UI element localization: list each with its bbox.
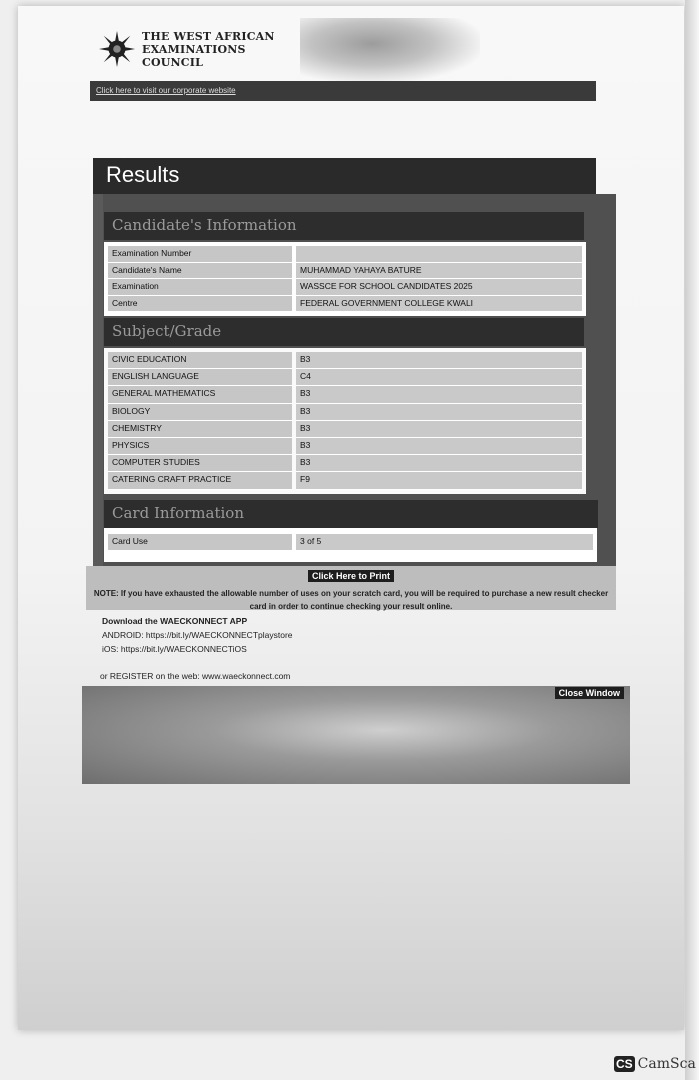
- waec-header: [90, 16, 596, 82]
- row-value: B3: [296, 438, 582, 455]
- download-app-block: [102, 614, 293, 656]
- row-value: [296, 246, 582, 263]
- register-link[interactable]: or REGISTER on the web: www.waeckonnect.com: [100, 671, 291, 681]
- card-info-table: [104, 528, 597, 562]
- table-row: [108, 369, 582, 386]
- row-label: Examination Number: [108, 246, 292, 263]
- scratch-card-note: NOTE: If you have exhausted the allowable number of uses on your scratch card, you will be required to purchase a new result checker card in order to continue checking your result online.: [93, 589, 609, 611]
- camscanner-watermark: [614, 1056, 696, 1072]
- row-value: C4: [296, 369, 582, 386]
- android-link[interactable]: ANDROID: https://bit.ly/WAECKONNECTplaystore: [102, 630, 293, 640]
- row-value: 3 of 5: [296, 534, 593, 551]
- row-label: Candidate's Name: [108, 263, 292, 280]
- table-row: [108, 472, 582, 489]
- results-title: Results: [93, 158, 596, 194]
- org-title-line1: THE WEST AFRICAN: [142, 29, 275, 43]
- table-row: [108, 455, 582, 472]
- corporate-website-link[interactable]: Click here to visit our corporate website: [90, 81, 596, 101]
- row-label: Centre: [108, 296, 292, 313]
- row-label: Examination: [108, 279, 292, 296]
- row-value: B3: [296, 404, 582, 421]
- table-row: [108, 246, 582, 263]
- table-row: [108, 352, 582, 369]
- close-window-button[interactable]: Close Window: [555, 687, 624, 699]
- row-label: CHEMISTRY: [108, 421, 292, 438]
- candidate-info-table: [104, 242, 586, 316]
- print-bar: [86, 566, 616, 610]
- subject-grade-table: [104, 348, 586, 494]
- candidate-info-heading: Candidate's Information: [104, 212, 584, 240]
- header-banner-image: [300, 18, 480, 82]
- org-title-line2: EXAMINATIONS COUNCIL: [142, 42, 246, 69]
- row-value: MUHAMMAD YAHAYA BATURE: [296, 263, 582, 280]
- row-label: COMPUTER STUDIES: [108, 455, 292, 472]
- row-value: WASSCE FOR SCHOOL CANDIDATES 2025: [296, 279, 582, 296]
- table-row: [108, 263, 582, 280]
- table-row: [108, 296, 582, 313]
- row-label: GENERAL MATHEMATICS: [108, 386, 292, 403]
- camscanner-text: CamSca: [637, 1056, 696, 1072]
- row-label: BIOLOGY: [108, 404, 292, 421]
- row-value: B3: [296, 421, 582, 438]
- subject-grade-heading: Subject/Grade: [104, 318, 584, 346]
- bottom-banner-image: [82, 686, 630, 784]
- table-row: [108, 279, 582, 296]
- table-row: [108, 421, 582, 438]
- card-info-heading: Card Information: [104, 500, 598, 528]
- row-value: FEDERAL GOVERNMENT COLLEGE KWALI: [296, 296, 582, 313]
- page-edge: [685, 0, 699, 1080]
- table-row: [108, 438, 582, 455]
- row-value: B3: [296, 455, 582, 472]
- row-value: F9: [296, 472, 582, 489]
- row-value: B3: [296, 352, 582, 369]
- row-label: ENGLISH LANGUAGE: [108, 369, 292, 386]
- download-title: Download the WAECKONNECT APP: [102, 616, 248, 626]
- row-label: CATERING CRAFT PRACTICE: [108, 472, 292, 489]
- row-label: Card Use: [108, 534, 292, 551]
- org-title: [142, 30, 282, 69]
- row-label: CIVIC EDUCATION: [108, 352, 292, 369]
- table-row: [108, 534, 593, 551]
- ios-link[interactable]: iOS: https://bit.ly/WAECKONNECTiOS: [102, 644, 247, 654]
- row-label: PHYSICS: [108, 438, 292, 455]
- table-row: [108, 386, 582, 403]
- print-button[interactable]: Click Here to Print: [308, 570, 394, 582]
- table-row: [108, 404, 582, 421]
- row-value: B3: [296, 386, 582, 403]
- waec-logo-icon: [98, 30, 136, 68]
- camscanner-logo-icon: CS: [616, 1057, 633, 1071]
